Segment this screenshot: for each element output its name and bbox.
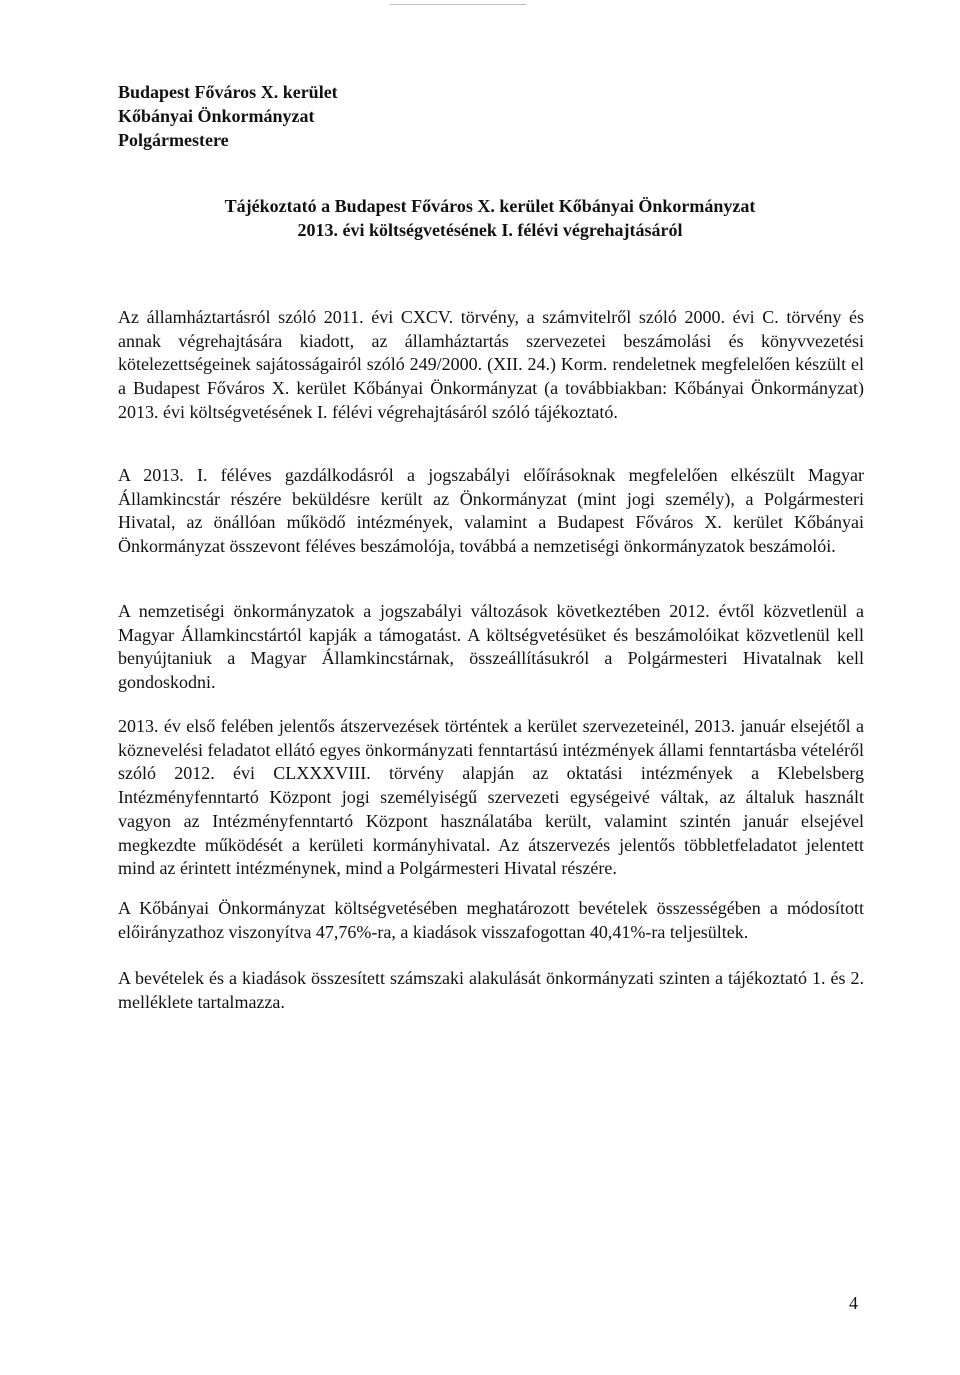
title-line-2: 2013. évi költségvetésének I. félévi végrehajtásáról — [297, 220, 683, 240]
issuer-line-3: Polgármestere — [118, 130, 229, 150]
page-number: 4 — [849, 1293, 858, 1313]
document-title — [180, 194, 800, 242]
issuer-line-1: Budapest Főváros X. kerület — [118, 82, 338, 102]
paragraph-semiannual-report: A 2013. I. féléves gazdálkodásról a jogszabályi előírásoknak megfelelően elkészült Magyar Államkincstár részére beküldésre került az Önkormányzat (mint jogi személy), a Polgármesteri Hivatal, az önállóan működő intézmények, valamint a Budapest Főváros X. kerület Kőbányai Önkormányzat összevont féléves beszámolója, továbbá a nemzetiségi önkormányzatok beszámolói. — [118, 465, 864, 557]
paragraph-nationality-governments: A nemzetiségi önkormányzatok a jogszabályi változások következtében 2012. évtől közvetlenül a Magyar Államkincstártól kapják a támogatást. A költségvetésüket és beszámolóikat közvetlenül kell benyújtaniuk a Magyar Államkincstárnak, összeállításukról a Polgármesteri Hivatalnak kell gondoskodni. — [118, 601, 864, 693]
paragraph-budget-performance: A Kőbányai Önkormányzat költségvetésében meghatározott bevételek összességében a módosított előirányzathoz viszonyítva 47,76%-ra, a kiadások visszafogottan 40,41%-ra teljesültek. — [118, 898, 864, 942]
issuer-line-2: Kőbányai Önkormányzat — [118, 106, 315, 126]
scan-artifact-line — [390, 4, 526, 5]
title-line-1: Tájékoztató a Budapest Főváros X. kerület Kőbányai Önkormányzat — [224, 196, 756, 216]
paragraph-annex-reference: A bevételek és a kiadások összesített számszaki alakulását önkormányzati szinten a tájékoztató 1. és 2. melléklete tartalmazza. — [118, 968, 864, 1012]
issuer-header — [118, 80, 338, 152]
paragraph-reorganization: 2013. év első felében jelentős átszervezések történtek a kerület szervezeteinél, 2013. január elsejétől a köznevelési feladatot ellátó egyes önkormányzati fenntartású intézmények állami fenntartásba vételéről szóló 2012. évi CLXXXVIII. törvény alapján az oktatási intézmények a Klebelsberg Intézményfenntartó Központ jogi személyiségű szervezeti egységeivé váltak, az általuk használt vagyon az Intézményfenntartó Központ használatába került, valamint szintén január elsejével megkezdte működését a kerületi kormányhivatal. Az átszervezés jelentős többletfeladatot jelentett mind az érintett intézménynek, mind a Polgármesteri Hivatal részére. — [118, 716, 864, 879]
paragraph-legal-basis: Az államháztartásról szóló 2011. évi CXCV. törvény, a számvitelről szóló 2000. évi C. törvény és annak végrehajtására kiadott, az államháztartás szervezetei beszámolási és könyvvezetési kötelezettségeinek sajátosságairól szóló 249/2000. (XII. 24.) Korm. rendeletnek megfelelően készült el a Budapest Főváros X. kerület Kőbányai Önkormányzat (a továbbiakban: Kőbányai Önkormányzat) 2013. évi költségvetésének I. félévi végrehajtásáról szóló tájékoztató. — [118, 307, 864, 422]
